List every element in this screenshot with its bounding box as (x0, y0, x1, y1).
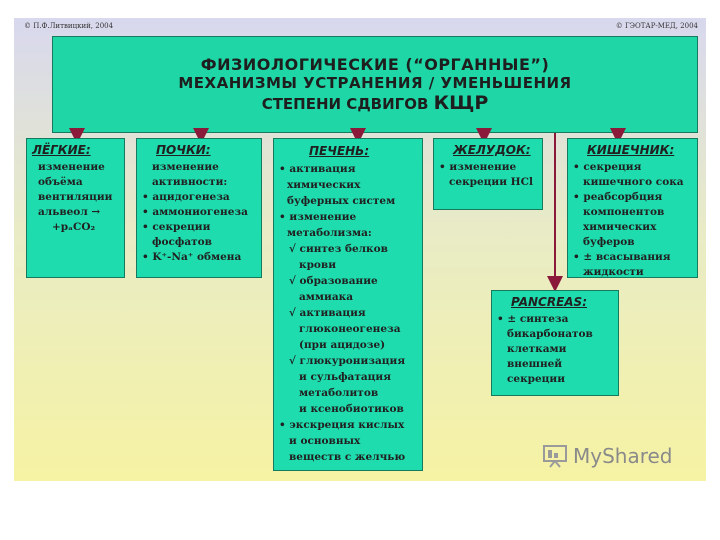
lungs-line: изменение (38, 161, 105, 173)
liver-line: крови (299, 259, 337, 271)
stomach-box (433, 138, 543, 210)
kidneys-title: ПОЧКИ: (156, 143, 211, 157)
watermark-logo (542, 444, 673, 468)
stomach-line: • изменение (439, 161, 517, 173)
pancreas-line: секреции (507, 373, 566, 385)
liver-title: ПЕЧЕНЬ: (309, 144, 370, 158)
pancreas-line: бикарбонатов (507, 328, 593, 340)
pancreas-box (491, 290, 619, 396)
liver-line: метаболизма: (287, 227, 372, 239)
intestine-line: • секреция (573, 161, 642, 173)
liver-line: √ глюкуронизация (289, 355, 406, 367)
kidneys-line: • ацидогенеза (142, 191, 230, 203)
intestine-line: компонентов (583, 206, 665, 218)
lungs-line: +pₐCO₂ (52, 221, 96, 233)
liver-line: (при ацидозе) (299, 339, 386, 351)
liver-line: • активация (279, 163, 356, 175)
intestine-box (567, 138, 698, 278)
watermark-text: MyShared (573, 444, 673, 468)
intestine-line: кишечного сока (583, 176, 684, 188)
kidneys-line: • аммониогенеза (142, 206, 248, 218)
pancreas-title: PANCREAS: (511, 295, 587, 309)
lungs-line: вентиляции (38, 191, 113, 203)
stomach-title: ЖЕЛУДОК: (453, 143, 531, 157)
kidneys-line: • секреции (142, 221, 211, 233)
lungs-line: объёма (38, 176, 83, 188)
slide (14, 18, 706, 481)
kidneys-line: фосфатов (152, 236, 212, 248)
liver-line: метаболитов (299, 387, 379, 399)
liver-line: √ образование (289, 275, 378, 287)
pancreas-line: клетками (507, 343, 567, 355)
stomach-line: секреции HCl (449, 176, 533, 188)
liver-line: • экскреция кислых (279, 419, 405, 431)
copyright-right: © ГЭОТАР-МЕД, 2004 (615, 22, 698, 30)
liver-line: буферных систем (287, 195, 396, 207)
liver-line: глюконеогенеза (299, 323, 401, 335)
title-line-3-big: КЩР (433, 92, 489, 114)
presentation-icon (542, 444, 568, 468)
liver-line: и сульфатация (299, 371, 391, 383)
kidneys-line: • K⁺-Na⁺ обмена (142, 251, 242, 263)
liver-line: √ активация (289, 307, 366, 319)
liver-line: √ синтез белков (289, 243, 388, 255)
lungs-title: ЛЁГКИЕ: (32, 143, 91, 157)
liver-line: • изменение (279, 211, 357, 223)
intestine-line: жидкости (583, 266, 644, 278)
kidneys-line: изменение (152, 161, 219, 173)
intestine-title: КИШЕЧНИК: (587, 143, 675, 157)
liver-line: химических (287, 179, 361, 191)
lungs-box (26, 138, 125, 278)
kidneys-line: активности: (152, 176, 228, 188)
liver-box (273, 138, 423, 471)
liver-line: веществ с желчью (289, 451, 406, 463)
intestine-line: • ± всасывания (573, 251, 671, 263)
pancreas-line: внешней (507, 358, 563, 370)
copyright-left: © П.Ф.Литвицкий, 2004 (24, 22, 114, 30)
liver-line: и ксенобиотиков (299, 403, 404, 415)
title-line-1: ФИЗИОЛОГИЧЕСКИЕ (“ОРГАННЫЕ”) (200, 55, 550, 74)
intestine-line: химических (583, 221, 657, 233)
intestine-line: буферов (583, 236, 635, 248)
title-line-2: МЕХАНИЗМЫ УСТРАНЕНИЯ / УМЕНЬШЕНИЯ (178, 74, 572, 92)
kidneys-box (136, 138, 262, 278)
title-line-3-main: СТЕПЕНИ СДВИГОВ (261, 95, 429, 113)
liver-line: аммиака (299, 291, 354, 303)
liver-line: и основных (289, 435, 361, 447)
intestine-line: • реабсорбция (573, 191, 663, 203)
lungs-line: альвеол → (38, 206, 101, 218)
pancreas-line: • ± синтеза (497, 313, 569, 325)
